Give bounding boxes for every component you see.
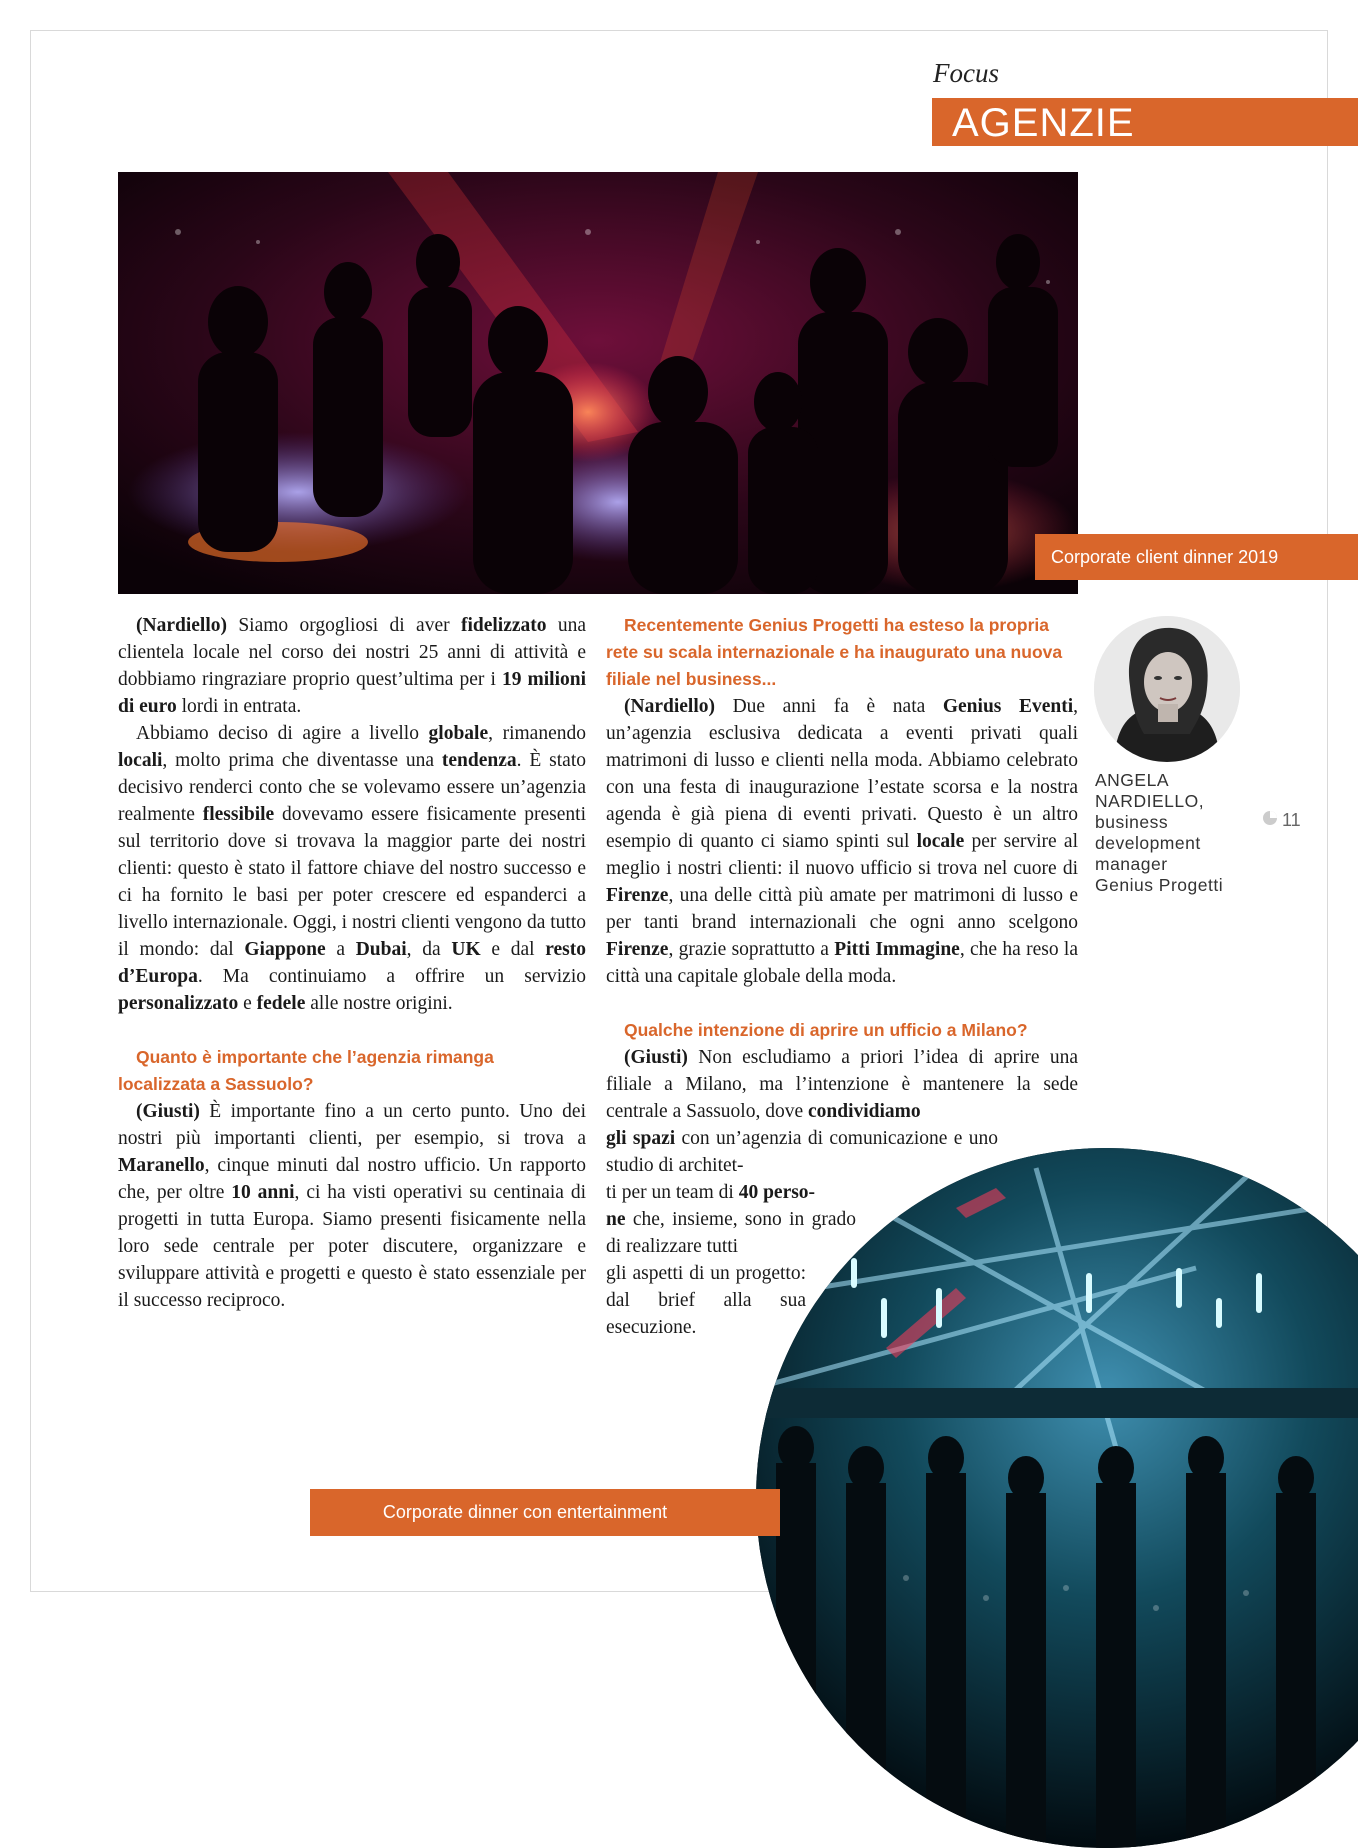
- paragraph-line: gli spazi con un’agenzia di comunicazione e uno studio di architet-: [606, 1128, 998, 1176]
- photo-caption-top: Corporate client dinner 2019: [1035, 534, 1358, 580]
- page-number-text: 11: [1282, 810, 1301, 830]
- interview-question: Recentemente Genius Progetti ha esteso la propria rete su scala internazionale e ha inaugurato una nuova filiale nel business...: [606, 615, 1063, 689]
- paragraph: (Nardiello) Siamo orgogliosi di aver fidelizzato una clientela locale nel corso dei nostri 25 anni di attività e dobbiamo ringraziare proprio quest’ultima per i 19 milioni di euro lordi in entrata.: [118, 615, 587, 717]
- paragraph: Abbiamo deciso di agire a livello globale, rimanendo locali, molto prima che diventasse una tendenza. È stato decisivo renderci conto che se volevamo essere un’agenzia realmente flessibile dovevamo essere fisicamente presenti sul territorio dove si trovava la maggior parte dei nostri clienti: questo è stato il fattore chiave del nostro successo e ci ha fornito le basi per poter crescere ed espanderci a livello internazionale. Oggi, i nostri clienti vengono da tutto il mondo: dal Giappone a Dubai, da UK e dal resto d’Europa. Ma continuiamo a offrire un servizio personalizzato e fedele alle nostre origini.: [118, 723, 587, 1014]
- profile-caption: [1095, 770, 1275, 896]
- paragraph: (Giusti) È importante fino a un certo punto. Uno dei nostri più importanti clienti, per esempio, si trova a Maranello, cinque minuti dal nostro ufficio. Un rapporto che, per oltre 10 anni, ci ha visti operativi su centinaia di progetti in tutta Europa. Siamo presenti fisicamente nella loro sede centrale per poter discutere, organizzare e sviluppare attività e progetti e questo è stato essenziale per il successo reciproco.: [118, 1101, 586, 1311]
- paragraph-line: ti per un team di 40 perso-: [606, 1182, 816, 1203]
- section-title: AGENZIE: [932, 98, 1358, 146]
- portrait-photo: [1094, 616, 1240, 762]
- profile-role: business: [1095, 812, 1169, 832]
- page-number: [1262, 810, 1301, 831]
- paragraph-line: gli aspetti di un progetto: dal brief alla sua esecuzione.: [606, 1263, 806, 1338]
- photo-caption-bottom: Corporate dinner con entertainment: [310, 1489, 780, 1536]
- interview-question: Qualche intenzione di aprire un ufficio a Milano?: [624, 1020, 1028, 1040]
- profile-company: Genius Progetti: [1095, 875, 1224, 895]
- paragraph: (Nardiello) Due anni fa è nata Genius Eventi, un’agenzia esclusiva dedicata a eventi privati quali matrimoni di lusso e clienti nella moda. Abbiamo celebrato con una festa di inaugurazione l’estate scorsa e la nostra agenda è già piena di eventi privati. Questo è un altro esempio di quanto ci siamo spinti sul locale per servire al meglio i nostri clienti: il nuovo ufficio si trova nel cuore di Firenze, una delle città più amate per matrimoni di lusso e per tanti brand internazionali che ogni anno scelgono Firenze, grazie soprattutto a Pitti Immagine, che ha reso la città una capitale globale della moda.: [606, 696, 1079, 987]
- profile-role: development: [1095, 833, 1201, 853]
- dinner-photo: [118, 172, 1078, 594]
- paragraph-line: ne che, insieme, sono in grado di realizzare tutti: [606, 1209, 856, 1257]
- section-kicker: Focus: [933, 58, 999, 88]
- interview-question: Quanto è importante che l’agenzia rimanga localizzata a Sassuolo?: [118, 1047, 494, 1094]
- profile-name: ANGELA: [1095, 770, 1169, 790]
- profile-role: manager: [1095, 854, 1168, 874]
- profile-name: NARDIELLO,: [1095, 791, 1205, 811]
- paragraph: (Giusti) Non escludiamo a priori l’idea di aprire una filiale a Milano, ma l’intenzione è mantenere la sede centrale a Sassuolo, dove condividiamo: [606, 1047, 1078, 1122]
- article-column-1: [118, 612, 586, 1314]
- pie-icon: [1262, 810, 1278, 831]
